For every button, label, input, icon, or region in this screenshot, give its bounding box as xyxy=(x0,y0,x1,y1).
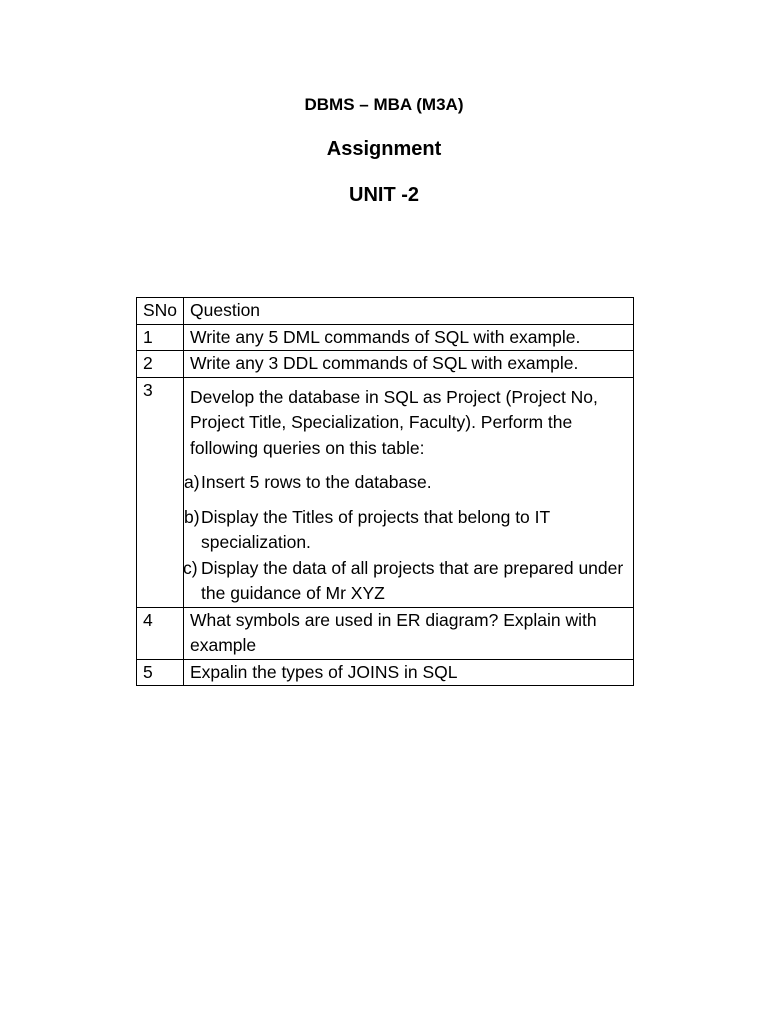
row-number: 4 xyxy=(137,607,184,659)
question-intro: Develop the database in SQL as Project (Project No, Project Title, Specialization, Faculty). Perform the following queries on this table: xyxy=(190,386,598,458)
sub-question-marker: c) xyxy=(183,557,198,578)
sub-question-a xyxy=(184,470,627,496)
sub-question-text: Display the Titles of projects that belong to IT specialization. xyxy=(201,506,550,552)
table-row xyxy=(137,377,634,607)
sub-question-b xyxy=(184,505,627,556)
question-text: Write any 3 DDL commands of SQL with example. xyxy=(184,351,634,378)
question-cell-3 xyxy=(184,377,634,607)
sub-question-marker: b) xyxy=(184,506,200,527)
row-number: 5 xyxy=(137,659,184,686)
question-text: Write any 5 DML commands of SQL with example. xyxy=(184,324,634,351)
column-header-sno: SNo xyxy=(137,298,184,325)
table-row xyxy=(137,659,634,686)
sub-question-c xyxy=(183,556,627,607)
row-number: 2 xyxy=(137,351,184,378)
table-header-row xyxy=(137,298,634,325)
table-row xyxy=(137,607,634,659)
questions-table xyxy=(136,297,634,686)
sub-question-text: Display the data of all projects that are prepared under the guidance of Mr XYZ xyxy=(201,557,624,603)
sub-question-text: Insert 5 rows to the database. xyxy=(201,472,432,492)
sub-question-marker: a) xyxy=(184,472,200,492)
course-heading: DBMS – MBA (M3A) xyxy=(304,95,464,114)
unit-heading: UNIT -2 xyxy=(349,184,419,206)
table-row xyxy=(137,324,634,351)
row-number: 1 xyxy=(137,324,184,351)
row-number: 3 xyxy=(137,377,184,607)
column-header-question: Question xyxy=(184,298,634,325)
question-text: Expalin the types of JOINS in SQL xyxy=(184,659,634,686)
question-text: What symbols are used in ER diagram? Explain with example xyxy=(184,607,634,659)
assignment-title: Assignment xyxy=(326,138,442,160)
table-row xyxy=(137,351,634,378)
